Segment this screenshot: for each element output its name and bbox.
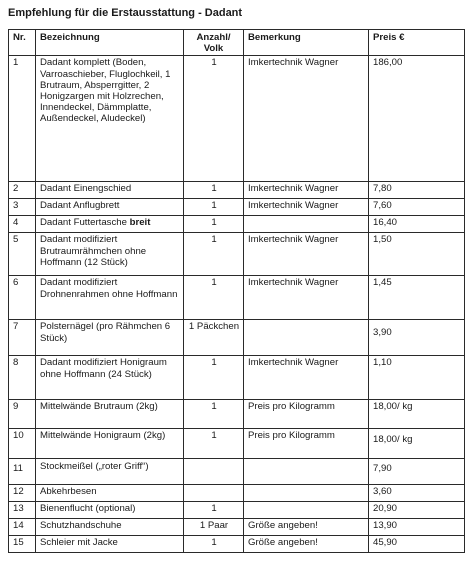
equipment-table <box>8 29 465 553</box>
table-row <box>9 429 465 459</box>
cell-bezeichnung: Abkehrbesen <box>36 485 184 502</box>
table-row <box>9 519 465 536</box>
table-row <box>9 216 465 233</box>
cell-bemerkung <box>244 485 369 502</box>
cell-anzahl: 1 <box>184 56 244 182</box>
cell-nr: 11 <box>9 459 36 485</box>
cell-bemerkung: Imkertechnik Wagner <box>244 56 369 182</box>
cell-anzahl: 1 <box>184 429 244 459</box>
table-row <box>9 276 465 320</box>
cell-preis: 45,90 <box>369 536 465 553</box>
table-row <box>9 502 465 519</box>
cell-bemerkung: Größe angeben! <box>244 519 369 536</box>
cell-nr: 1 <box>9 56 36 182</box>
cell-bemerkung: Imkertechnik Wagner <box>244 182 369 199</box>
cell-anzahl: 1 Päckchen <box>184 320 244 356</box>
cell-preis: 3,60 <box>369 485 465 502</box>
bezeichnung-bold-text: breit <box>129 217 151 229</box>
cell-anzahl: 1 <box>184 199 244 216</box>
cell-bezeichnung: Mittelwände Honigraum (2kg) <box>36 429 184 459</box>
bezeichnung-text: Dadant Futtertasche <box>40 217 130 229</box>
cell-nr: 7 <box>9 320 36 356</box>
cell-bemerkung: Preis pro Kilogramm <box>244 400 369 429</box>
cell-preis: 1,45 <box>369 276 465 320</box>
header-anzahl: Anzahl/ Volk <box>184 30 244 56</box>
cell-anzahl: 1 <box>184 400 244 429</box>
cell-bemerkung <box>244 320 369 356</box>
cell-preis: 7,60 <box>369 199 465 216</box>
cell-nr: 8 <box>9 356 36 400</box>
table-row <box>9 56 465 182</box>
table-row <box>9 199 465 216</box>
cell-nr: 10 <box>9 429 36 459</box>
header-bezeichnung: Bezeichnung <box>36 30 184 56</box>
cell-preis: 7,90 <box>369 459 465 485</box>
table-row <box>9 485 465 502</box>
cell-nr: 12 <box>9 485 36 502</box>
cell-nr: 14 <box>9 519 36 536</box>
table-row <box>9 536 465 553</box>
cell-bemerkung: Imkertechnik Wagner <box>244 276 369 320</box>
cell-bezeichnung: Bienenflucht (optional) <box>36 502 184 519</box>
cell-anzahl: 1 <box>184 502 244 519</box>
cell-anzahl: 1 <box>184 276 244 320</box>
cell-bezeichnung: Dadant komplett (Boden, Varroaschieber, Fluglochkeil, 1 Brutraum, Absperrgitter, 2 Honigzargen mit Holzrechen, Innendeckel, Dämmplatte, Außendeckel, Aludeckel) <box>36 56 184 182</box>
cell-nr: 5 <box>9 233 36 276</box>
cell-bezeichnung: Schleier mit Jacke <box>36 536 184 553</box>
cell-nr: 13 <box>9 502 36 519</box>
cell-anzahl: 1 <box>184 536 244 553</box>
cell-bezeichnung: Dadant Anflugbrett <box>36 199 184 216</box>
cell-anzahl <box>184 459 244 485</box>
table-row <box>9 182 465 199</box>
header-nr: Nr. <box>9 30 36 56</box>
table-row <box>9 459 465 485</box>
cell-bezeichnung <box>36 216 184 233</box>
cell-preis: 13,90 <box>369 519 465 536</box>
cell-nr: 6 <box>9 276 36 320</box>
cell-nr: 4 <box>9 216 36 233</box>
table-row <box>9 233 465 276</box>
cell-preis: 16,40 <box>369 216 465 233</box>
cell-anzahl: 1 Paar <box>184 519 244 536</box>
cell-bezeichnung: Dadant modifiziert Brutraumrähmchen ohne Hoffmann (12 Stück) <box>36 233 184 276</box>
cell-preis: 1,50 <box>369 233 465 276</box>
cell-bezeichnung: Dadant modifiziert Honigraum ohne Hoffmann (24 Stück) <box>36 356 184 400</box>
cell-nr: 2 <box>9 182 36 199</box>
cell-bemerkung <box>244 459 369 485</box>
cell-anzahl: 1 <box>184 216 244 233</box>
cell-bemerkung <box>244 216 369 233</box>
cell-bezeichnung: Dadant modifiziert Drohnenrahmen ohne Hoffmann <box>36 276 184 320</box>
cell-preis: 18,00/ kg <box>369 429 465 459</box>
cell-preis: 7,80 <box>369 182 465 199</box>
cell-bezeichnung: Schutzhandschuhe <box>36 519 184 536</box>
cell-preis: 18,00/ kg <box>369 400 465 429</box>
table-header-row <box>9 30 465 56</box>
cell-anzahl: 1 <box>184 233 244 276</box>
cell-bemerkung: Imkertechnik Wagner <box>244 233 369 276</box>
cell-preis: 3,90 <box>369 320 465 356</box>
cell-bemerkung: Imkertechnik Wagner <box>244 199 369 216</box>
table-row <box>9 356 465 400</box>
document-title: Empfehlung für die Erstausstattung - Dadant <box>8 7 243 19</box>
cell-preis: 186,00 <box>369 56 465 182</box>
cell-bezeichnung: Dadant Einengschied <box>36 182 184 199</box>
cell-bezeichnung: Mittelwände Brutraum (2kg) <box>36 400 184 429</box>
table-row <box>9 320 465 356</box>
cell-nr: 3 <box>9 199 36 216</box>
cell-bezeichnung: Stockmeißel („roter Griff“) <box>36 459 184 485</box>
cell-bemerkung <box>244 502 369 519</box>
cell-nr: 15 <box>9 536 36 553</box>
cell-anzahl: 1 <box>184 182 244 199</box>
cell-anzahl <box>184 485 244 502</box>
cell-nr: 9 <box>9 400 36 429</box>
cell-preis: 1,10 <box>369 356 465 400</box>
cell-bezeichnung: Polsternägel (pro Rähmchen 6 Stück) <box>36 320 184 356</box>
cell-bemerkung: Größe angeben! <box>244 536 369 553</box>
table-row <box>9 400 465 429</box>
cell-bemerkung: Imkertechnik Wagner <box>244 356 369 400</box>
cell-bemerkung: Preis pro Kilogramm <box>244 429 369 459</box>
cell-anzahl: 1 <box>184 356 244 400</box>
header-bemerkung: Bemerkung <box>244 30 369 56</box>
header-preis: Preis € <box>369 30 465 56</box>
cell-preis: 20,90 <box>369 502 465 519</box>
